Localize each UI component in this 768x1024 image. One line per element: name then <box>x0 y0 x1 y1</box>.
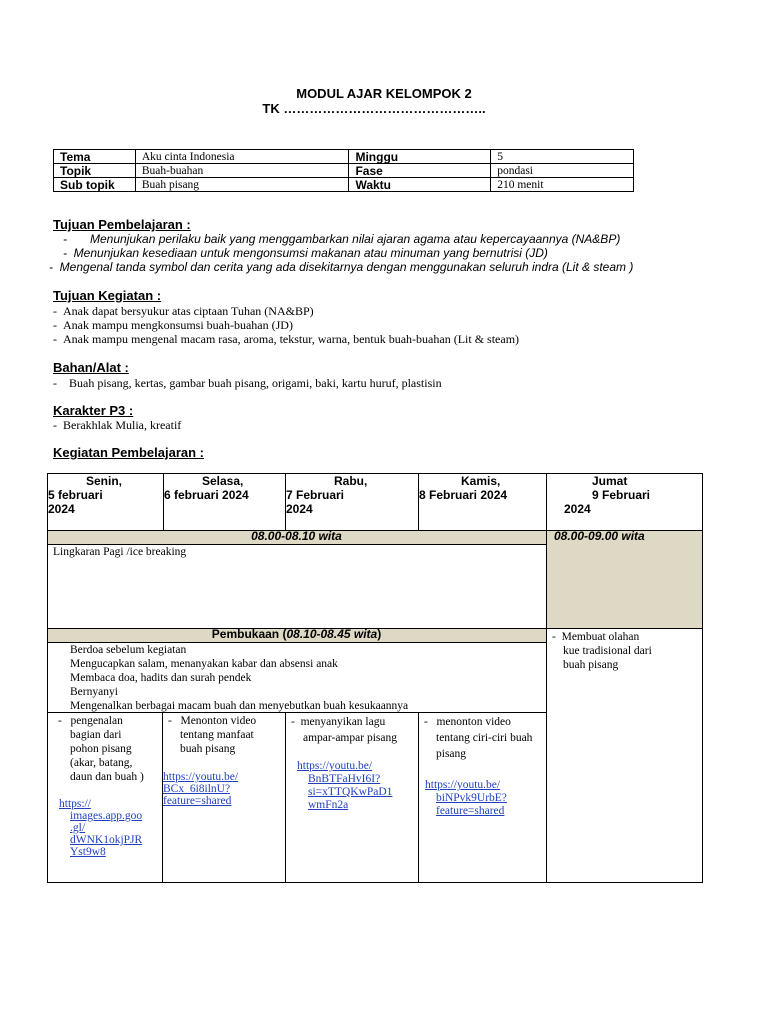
grid-line <box>418 712 419 883</box>
day-header-senin: Senin, 5 februari 2024 <box>48 474 123 516</box>
info-row <box>54 164 634 178</box>
document-title: MODUL AJAR KELOMPOK 2 <box>296 86 472 101</box>
kamis-activity: - menonton video tentang ciri-ciri buah pisang <box>424 716 533 760</box>
kamis-link[interactable]: https://youtu.be/ biNPvk9UrbE? feature=shared <box>425 779 507 817</box>
info-table <box>53 149 634 192</box>
rabu-link[interactable]: https://youtu.be/ BnBTFaHvI6I? si=xTTQKwPaD1 wmFn2a <box>297 760 393 811</box>
grid-line <box>47 544 546 545</box>
list-item: - Menunjukan kesediaan untuk mengonsumsi makanan atau minuman yang bernutrisi (JD) <box>63 246 548 260</box>
list-item: Berdoa sebelum kegiatan <box>70 644 187 656</box>
list-item: - Anak dapat bersyukur atas ciptaan Tuhan (NA&BP) <box>53 304 314 318</box>
list-item: Mengucapkan salam, menanyakan kabar dan absensi anak <box>70 658 338 670</box>
info-row <box>54 150 634 164</box>
list-item: - Buah pisang, kertas, gambar buah pisang, origami, baki, kartu huruf, plastisin <box>53 376 442 390</box>
info-value: 5 <box>491 150 634 164</box>
info-key: Topik <box>54 164 136 178</box>
jumat-time-shade <box>546 531 702 629</box>
day-header-jumat: Jumat 9 Februari 2024 <box>564 474 651 516</box>
document-subtitle: TK ……………………………………….. <box>262 101 486 116</box>
list-item: Mengenalkan berbagai macam buah dan menyebutkan buah kesukaannya <box>70 700 409 712</box>
day-header-kamis: Kamis, 8 Februari 2024 <box>419 474 508 502</box>
info-value: pondasi <box>491 164 634 178</box>
list-item: Bernyanyi <box>70 686 118 698</box>
grid-line <box>285 712 286 883</box>
senin-link[interactable]: https:// images.app.goo .gl/ dWNK1okjPJR Yst9w8 <box>59 798 143 858</box>
grid-line <box>702 473 703 883</box>
section-heading-tujuan-kegiatan: Tujuan Kegiatan : <box>53 288 162 303</box>
grid-line <box>47 882 703 883</box>
section-heading-tujuan-pembelajaran: Tujuan Pembelajaran : <box>53 217 191 232</box>
info-value: Buah-buahan <box>135 164 349 178</box>
rabu-activity: - menyanyikan lagu ampar-ampar pisang <box>291 716 397 744</box>
list-item: Membaca doa, hadits dan surah pendek <box>70 672 252 684</box>
info-key: Waktu <box>349 178 491 192</box>
selasa-link[interactable]: https://youtu.be/ BCx_6i8ilnU? feature=shared <box>163 771 239 807</box>
senin-activity: - pengenalan bagian dari pohon pisang (akar, batang, daun dan buah ) <box>58 715 144 783</box>
pembukaan-list <box>70 643 408 713</box>
info-key: Sub topik <box>54 178 136 192</box>
section-heading-kegiatan: Kegiatan Pembelajaran : <box>53 445 204 460</box>
section-heading-bahan: Bahan/Alat : <box>53 360 129 375</box>
lingkaran-pagi: Lingkaran Pagi /ice breaking <box>53 546 187 558</box>
info-value: Buah pisang <box>135 178 349 192</box>
list-item: - Berakhlak Mulia, kreatif <box>53 418 182 432</box>
list-item: - Menunjukan perilaku baik yang menggambarkan nilai ajaran agama atau kepercayaannya (NA&BP) <box>63 232 621 246</box>
pembukaan-header: Pembukaan (08.10-08.45 wita) <box>211 627 382 641</box>
list-item: - Mengenal tanda symbol dan cerita yang ada disekitarnya dengan menggunakan seluruh indra (Lit & steam ) <box>49 260 634 274</box>
list-item: - Anak mampu mengenal macam rasa, aroma, tekstur, warna, bentuk buah-buahan (Lit & steam) <box>53 332 520 346</box>
info-key: Minggu <box>349 150 491 164</box>
day-header-selasa: Selasa, 6 februari 2024 <box>164 474 249 502</box>
info-key: Fase <box>349 164 491 178</box>
jumat-activity: - Membuat olahan kue tradisional dari buah pisang <box>552 631 652 671</box>
info-key: Tema <box>54 150 136 164</box>
jumat-time: 08.00-09.00 wita <box>554 529 645 543</box>
time-header: 08.00-08.10 wita <box>251 529 342 543</box>
info-value: Aku cinta Indonesia <box>135 150 349 164</box>
info-row <box>54 178 634 192</box>
grid-line <box>546 473 547 883</box>
list-item: - Anak mampu mengkonsumsi buah-buahan (JD) <box>53 318 293 332</box>
selasa-activity: - Menonton video tentang manfaat buah pisang <box>168 715 257 755</box>
info-value: 210 menit <box>491 178 634 192</box>
day-header-rabu: Rabu, 7 Februari 2024 <box>286 474 368 516</box>
section-heading-karakter: Karakter P3 : <box>53 403 134 418</box>
